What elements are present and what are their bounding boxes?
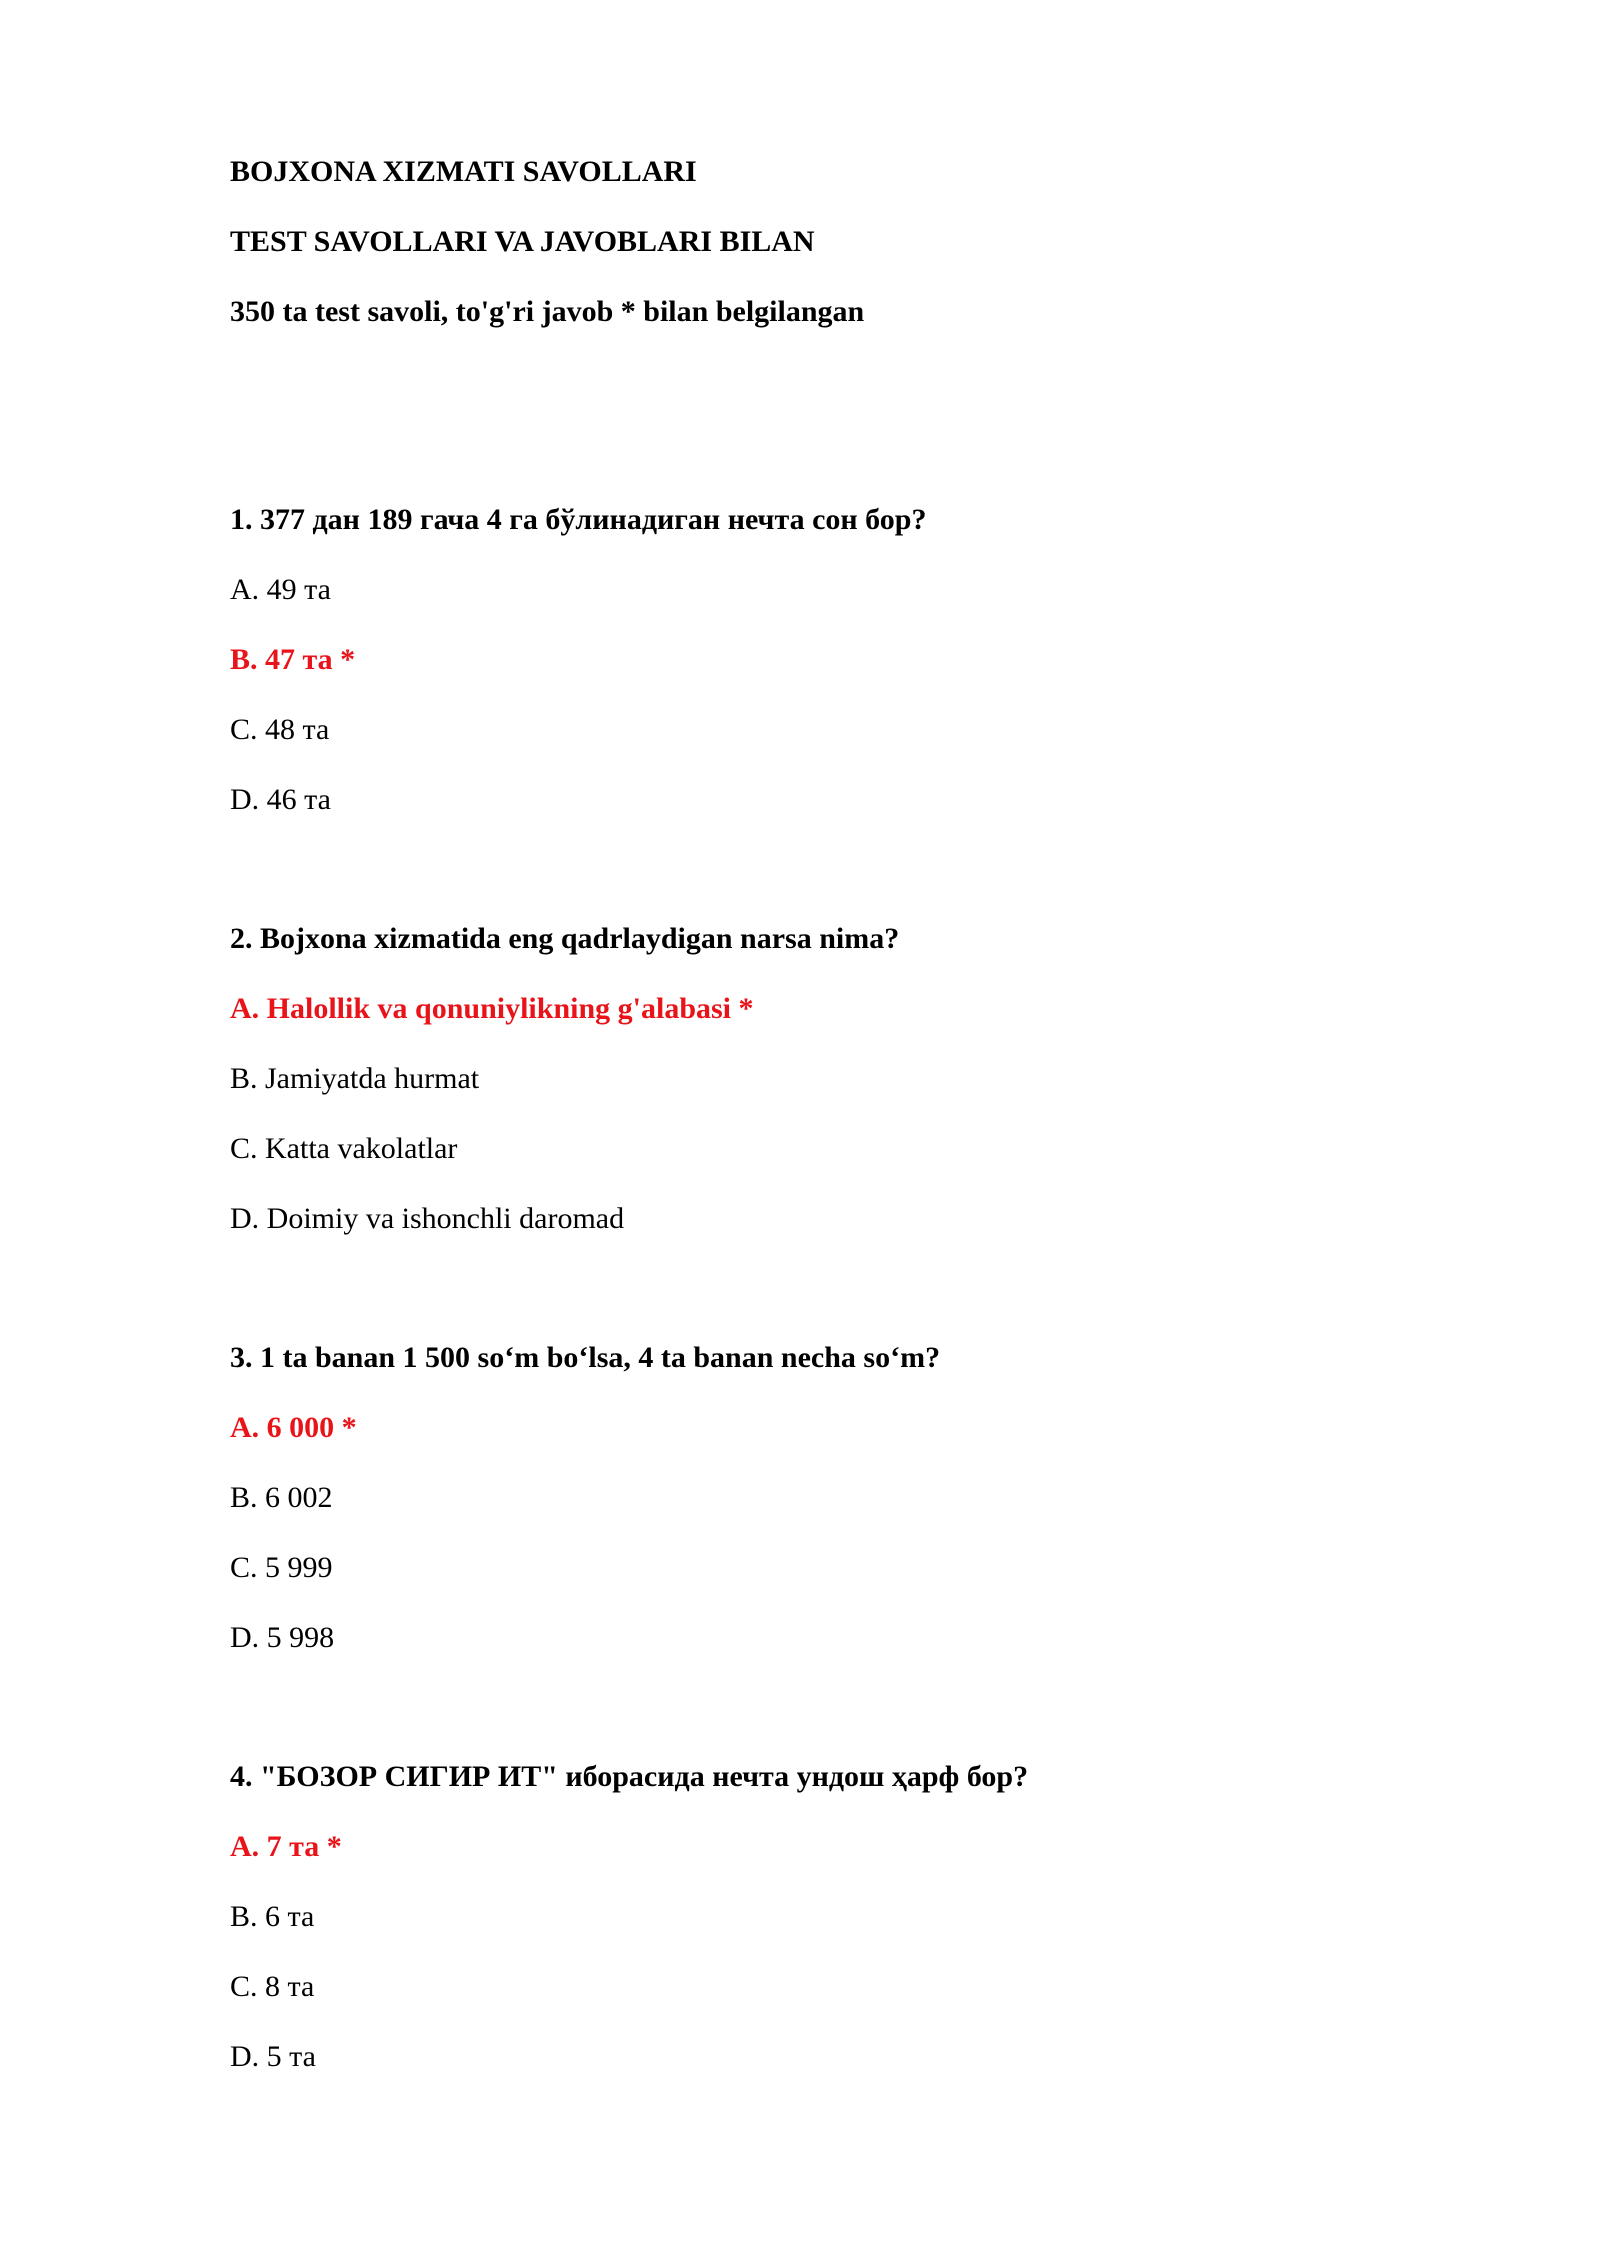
answer-option: A. 49 та: [230, 573, 331, 606]
answer-option-correct: A. Halollik va qonuniylikning g'alabasi *: [230, 992, 754, 1025]
answer-option: B. 6 та: [230, 1900, 315, 1933]
answer-option-correct: B. 47 та *: [230, 643, 356, 676]
answer-option: D. 5 998: [230, 1621, 335, 1654]
question-text: 3. 1 ta banan 1 500 so‘m bo‘lsa, 4 ta banan necha so‘m?: [230, 1341, 941, 1374]
answer-option: C. 48 та: [230, 713, 330, 746]
question-text: 2. Bojxona xizmatida eng qadrlaydigan narsa nima?: [230, 922, 900, 955]
answer-option: C. Katta vakolatlar: [230, 1132, 458, 1165]
question-text: 1. 377 дан 189 гача 4 га бўлинадиган нечта сон бор?: [230, 503, 927, 536]
answer-option: D. Doimiy va ishonchli daromad: [230, 1202, 625, 1235]
answer-option: D. 46 та: [230, 783, 331, 816]
answer-option: D. 5 та: [230, 2040, 316, 2073]
question-text: 4. "БОЗОР СИГИР ИТ" иборасида нечта ундош ҳарф бор?: [230, 1760, 1029, 1793]
document-title: BOJXONA XIZMATI SAVOLLARI: [230, 155, 697, 188]
answer-option: C. 5 999: [230, 1551, 333, 1584]
answer-option: B. 6 002: [230, 1481, 333, 1514]
answer-option-correct: A. 6 000 *: [230, 1411, 357, 1444]
answer-option: B. Jamiyatda hurmat: [230, 1062, 480, 1095]
answer-option: C. 8 та: [230, 1970, 315, 2003]
document-subtitle: TEST SAVOLLARI VA JAVOBLARI BILAN: [230, 225, 815, 258]
document-note: 350 ta test savoli, to'g'ri javob * bilan belgilangan: [230, 295, 865, 328]
answer-option-correct: A. 7 та *: [230, 1830, 342, 1863]
